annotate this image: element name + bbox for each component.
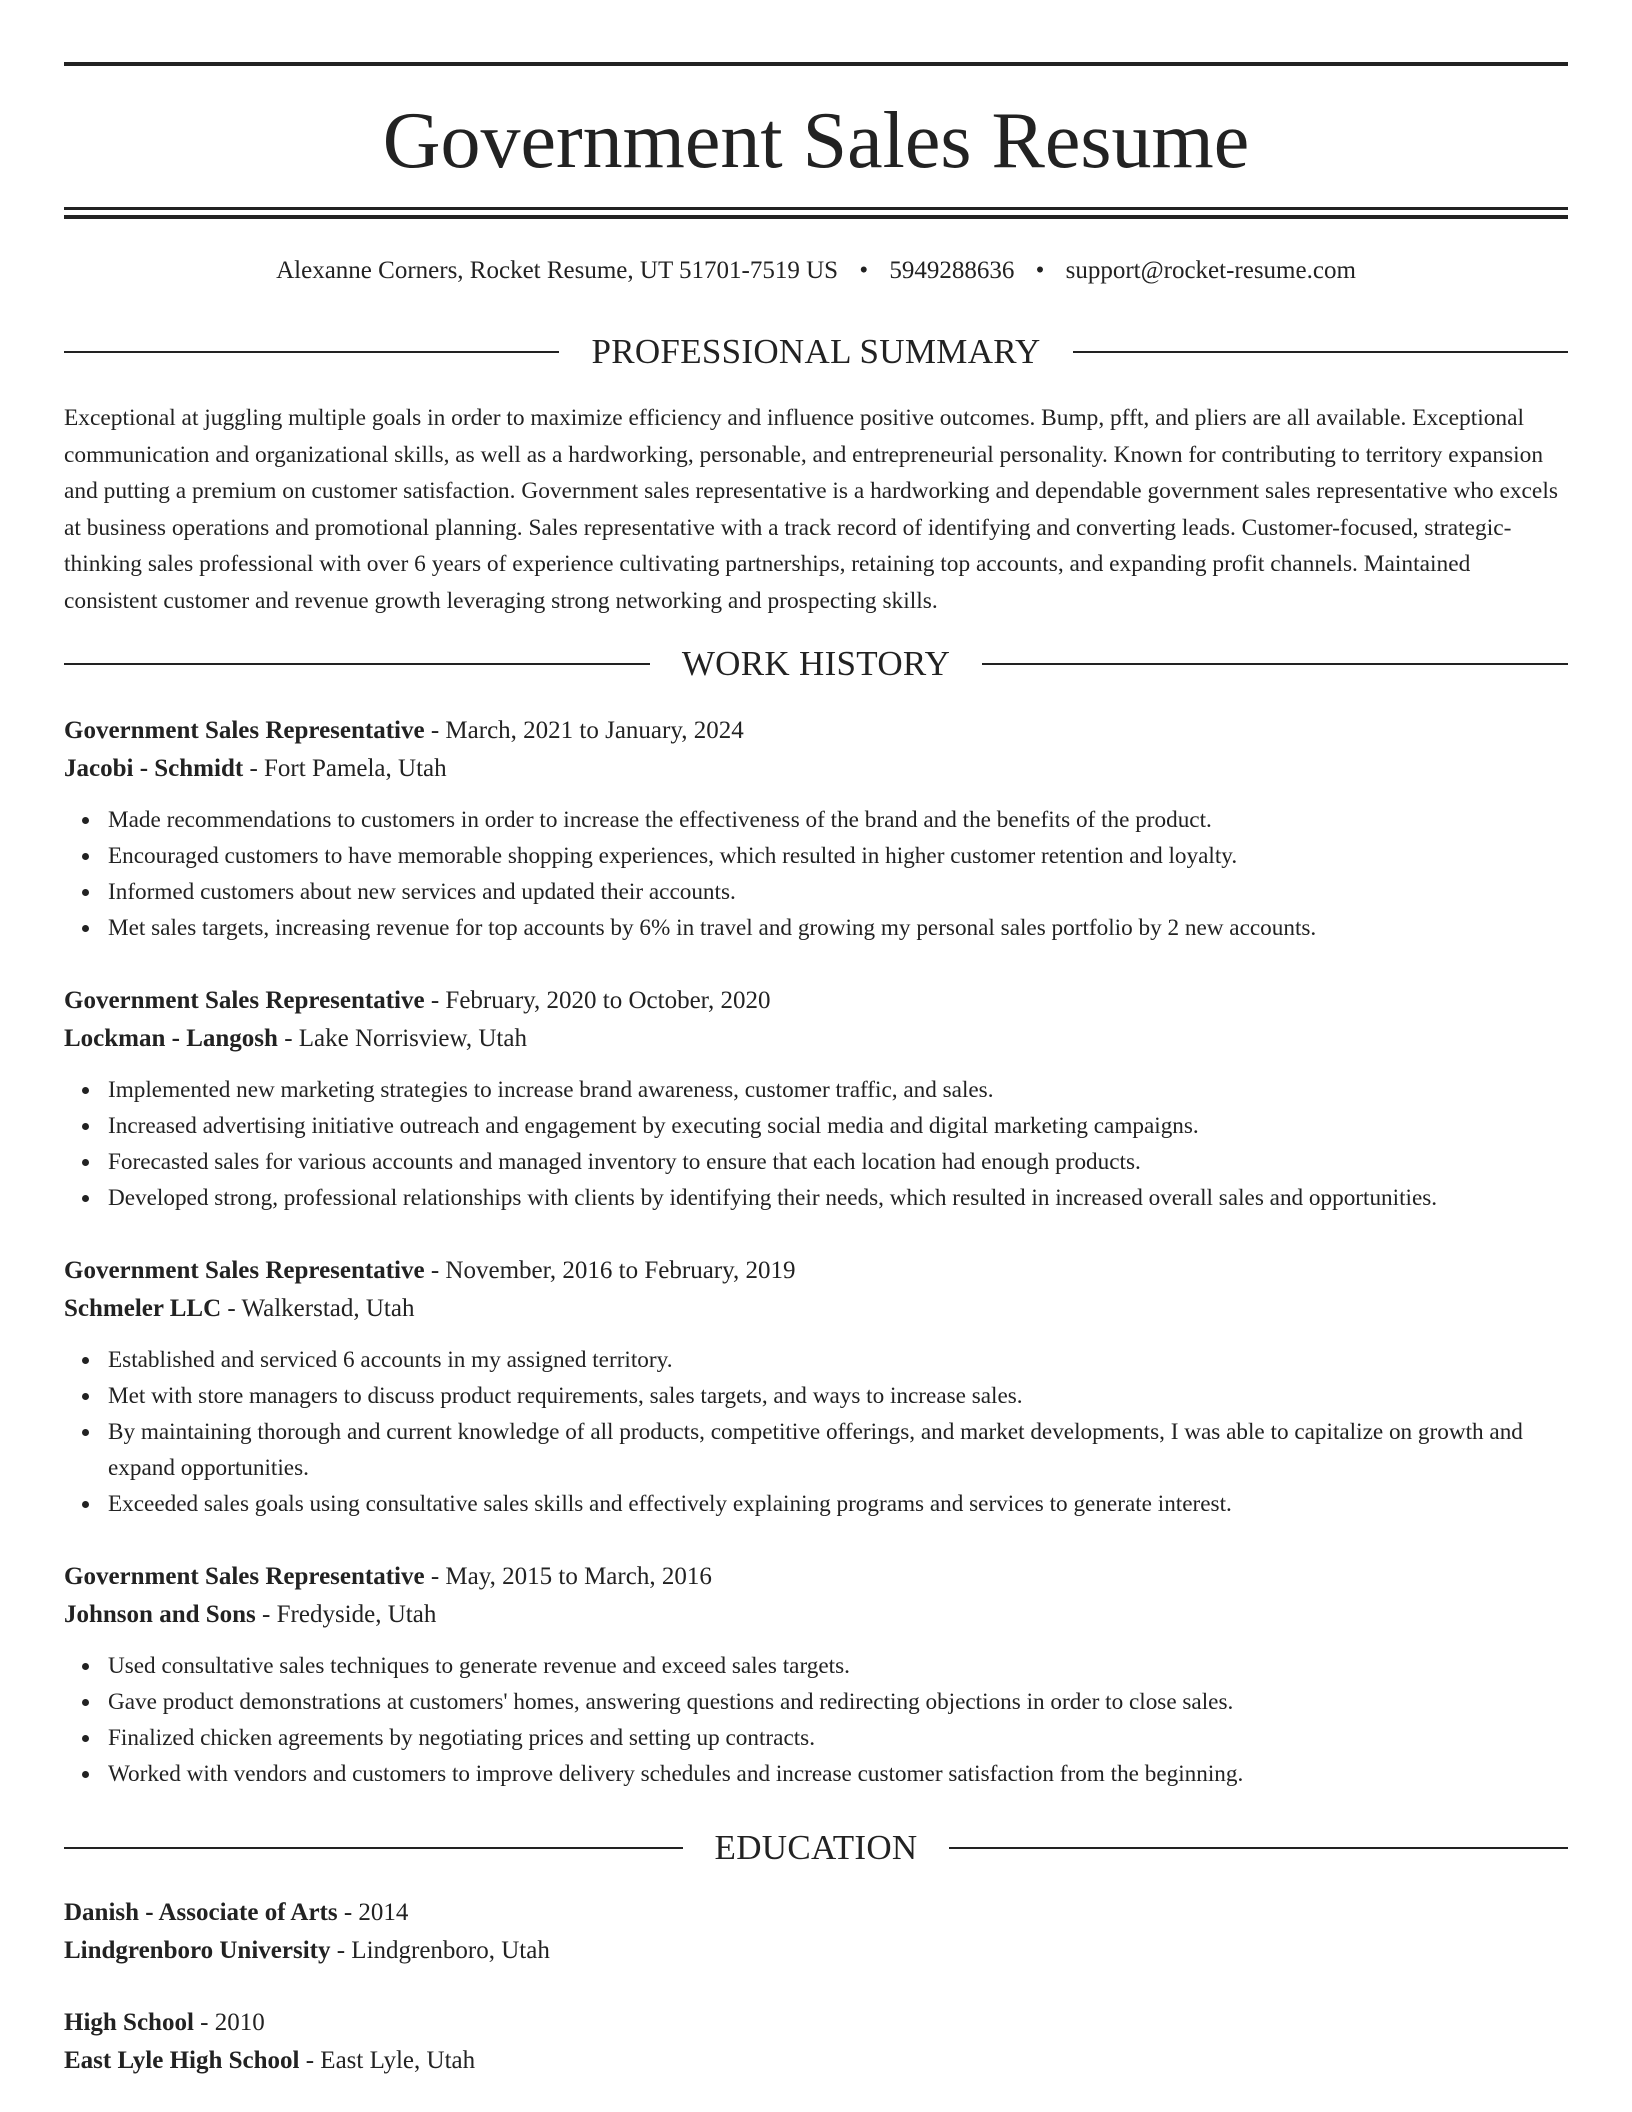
job-location: - Fredyside, Utah (255, 1601, 437, 1628)
job-title: Government Sales Representative (64, 1563, 425, 1590)
section-rule-left (64, 1847, 683, 1849)
section-title-summary: PROFESSIONAL SUMMARY (591, 332, 1041, 371)
contact-line (64, 254, 1568, 288)
section-header-summary (64, 330, 1568, 374)
job-title-line (64, 712, 1568, 750)
section-rule-left (64, 351, 559, 353)
job-bullet-list (64, 802, 1568, 946)
section-rule-right (982, 663, 1568, 665)
job-entry-3 (64, 1252, 1568, 1522)
education-year: - 2014 (337, 1899, 409, 1926)
education-school: East Lyle High School (64, 2047, 300, 2074)
job-company-line (64, 750, 1568, 788)
job-bullet-list (64, 1648, 1568, 1792)
job-bullet: Worked with vendors and customers to improve delivery schedules and increase customer satisfaction from the beginning. (108, 1756, 1568, 1792)
job-company-line (64, 1290, 1568, 1328)
job-bullet: Informed customers about new services and updated their accounts. (108, 874, 1568, 910)
job-bullet: Implemented new marketing strategies to increase brand awareness, customer traffic, and sales. (108, 1072, 1568, 1108)
job-dates: - February, 2020 to October, 2020 (424, 987, 771, 1014)
job-bullet: Finalized chicken agreements by negotiating prices and setting up contracts. (108, 1720, 1568, 1756)
section-rule-left (64, 663, 650, 665)
job-bullet: Exceeded sales goals using consultative sales skills and effectively explaining programs and services to generate interest. (108, 1486, 1568, 1522)
job-bullet: Established and serviced 6 accounts in my assigned territory. (108, 1342, 1568, 1378)
job-location: - Lake Norrisview, Utah (277, 1025, 527, 1052)
education-degree: Danish - Associate of Arts (64, 1899, 338, 1926)
job-title: Government Sales Representative (64, 1257, 425, 1284)
job-bullet: Used consultative sales techniques to generate revenue and exceed sales targets. (108, 1648, 1568, 1684)
top-rule (64, 62, 1568, 66)
job-title-line (64, 982, 1568, 1020)
job-company: Lockman - Langosh (64, 1025, 278, 1052)
contact-phone: 5949288636 (889, 257, 1015, 284)
job-bullet: Made recommendations to customers in order to increase the effectiveness of the brand and the benefits of the product. (108, 802, 1568, 838)
job-bullet-list (64, 1342, 1568, 1522)
education-school-line (64, 1932, 1568, 1970)
job-dates: - November, 2016 to February, 2019 (424, 1257, 796, 1284)
section-title-education: EDUCATION (714, 1828, 918, 1867)
section-header-education (64, 1826, 1568, 1870)
contact-separator: • (1035, 257, 1045, 284)
job-bullet: Met with store managers to discuss product requirements, sales targets, and ways to increase sales. (108, 1378, 1568, 1414)
contact-separator: • (859, 257, 869, 284)
education-degree: High School (64, 2009, 194, 2036)
job-company: Schmeler LLC (64, 1295, 222, 1322)
education-degree-line (64, 2004, 1568, 2042)
job-dates: - May, 2015 to March, 2016 (424, 1563, 712, 1590)
education-location: - East Lyle, Utah (299, 2047, 476, 2074)
education-degree-line (64, 1894, 1568, 1932)
contact-address: Alexanne Corners, Rocket Resume, UT 51701-7519 US (276, 257, 839, 284)
job-company-line (64, 1596, 1568, 1634)
job-location: - Walkerstad, Utah (221, 1295, 415, 1322)
job-company: Johnson and Sons (64, 1601, 256, 1628)
education-school-line (64, 2042, 1568, 2080)
job-dates: - March, 2021 to January, 2024 (424, 717, 744, 744)
job-company: Jacobi - Schmidt (64, 755, 244, 782)
job-title-line (64, 1252, 1568, 1290)
job-bullet: Forecasted sales for various accounts and managed inventory to ensure that each location had enough products. (108, 1144, 1568, 1180)
job-bullet: Met sales targets, increasing revenue for top accounts by 6% in travel and growing my personal sales portfolio by 2 new accounts. (108, 910, 1568, 946)
job-title: Government Sales Representative (64, 987, 425, 1014)
education-school: Lindgrenboro University (64, 1937, 331, 1964)
section-title-work: WORK HISTORY (681, 644, 951, 683)
job-title: Government Sales Representative (64, 717, 425, 744)
section-header-work (64, 642, 1568, 686)
education-location: - Lindgrenboro, Utah (330, 1937, 550, 1964)
job-bullet: By maintaining thorough and current knowledge of all products, competitive offerings, and market developments, I was able to capitalize on growth and expand opportunities. (108, 1414, 1568, 1486)
job-company-line (64, 1020, 1568, 1058)
education-entry-2 (64, 2004, 1568, 2080)
title-rule-lower (64, 215, 1568, 219)
professional-summary-text: Exceptional at juggling multiple goals in order to maximize efficiency and influence positive outcomes. Bump, pfft, and pliers are all available. Exceptional communication and organizational skills, as well as a hardworking, personable, and entrepreneurial personality. Known for contributing to territory expansion and putting a premium on customer satisfaction. Government sales representative is a hardworking and dependable government sales representative who excels at business operations and promotional planning. Sales representative with a track record of identifying and converting leads. Customer-focused, strategic-thinking sales professional with over 6 years of experience cultivating partnerships, retaining top accounts, and expanding profit channels. Maintained consistent customer and revenue growth leveraging strong networking and prospecting skills. (64, 405, 1558, 614)
job-entry-2 (64, 982, 1568, 1216)
job-bullet-list (64, 1072, 1568, 1216)
education-entry-1 (64, 1894, 1568, 1970)
job-title-line (64, 1558, 1568, 1596)
title-rule-upper (64, 207, 1568, 210)
section-rule-right (1073, 351, 1568, 353)
job-bullet: Developed strong, professional relationships with clients by identifying their needs, which resulted in increased overall sales and opportunities. (108, 1180, 1568, 1216)
job-bullet: Increased advertising initiative outreach and engagement by executing social media and digital marketing campaigns. (108, 1108, 1568, 1144)
contact-email: support@rocket-resume.com (1065, 257, 1356, 284)
job-bullet: Gave product demonstrations at customers' homes, answering questions and redirecting objections in order to close sales. (108, 1684, 1568, 1720)
page-title: Government Sales Resume (382, 97, 1250, 185)
section-rule-right (949, 1847, 1568, 1849)
job-location: - Fort Pamela, Utah (243, 755, 447, 782)
education-year: - 2010 (193, 2009, 265, 2036)
job-entry-4 (64, 1558, 1568, 1792)
job-entry-1 (64, 712, 1568, 946)
job-bullet: Encouraged customers to have memorable shopping experiences, which resulted in higher customer retention and loyalty. (108, 838, 1568, 874)
